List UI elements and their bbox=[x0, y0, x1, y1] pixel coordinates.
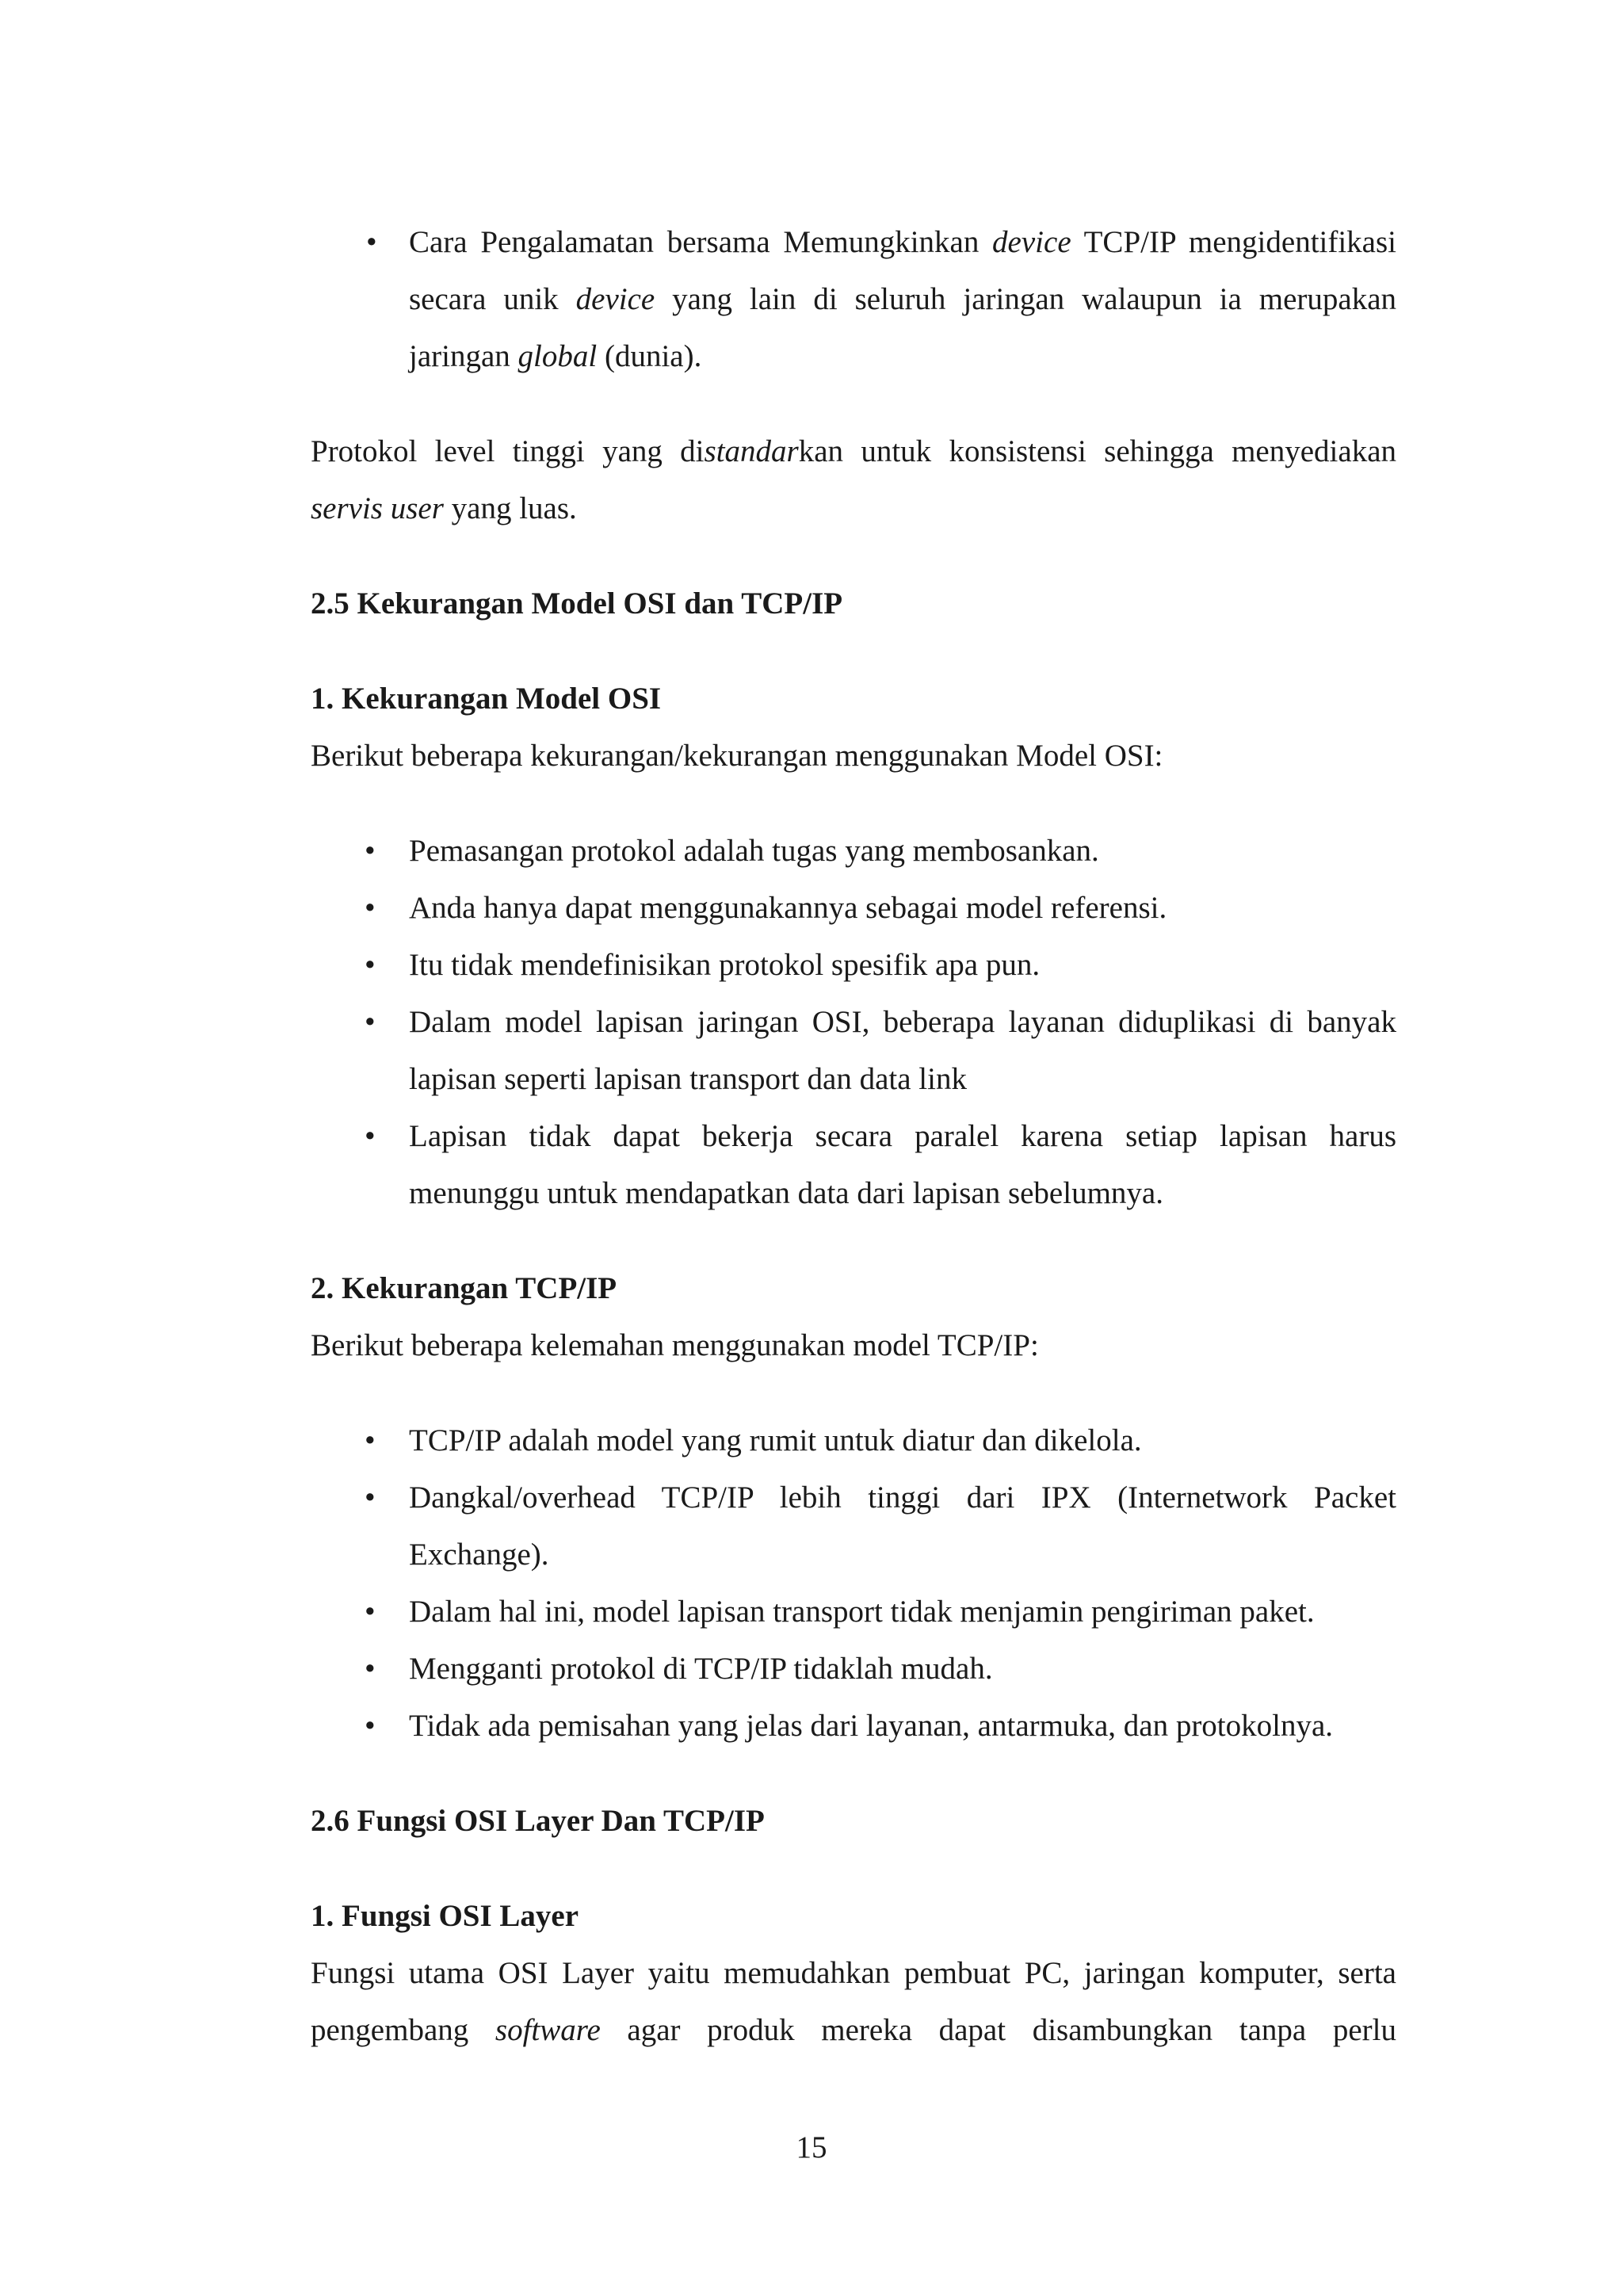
paragraph-fungsi-line-1: Fungsi utama OSI Layer yaitu memudahkan pembuat PC, jaringan komputer, serta bbox=[311, 1956, 1396, 1990]
list-item: • Pemasangan protokol adalah tugas yang membosankan. bbox=[311, 823, 1396, 880]
list-item: • Dangkal/overhead TCP/IP lebih tinggi dari IPX (Internetwork Packet Exchange). bbox=[311, 1469, 1396, 1584]
list-item: • Anda hanya dapat menggunakannya sebagai model referensi. bbox=[311, 880, 1396, 937]
paragraph-fungsi-line-2: pengembang software agar produk mereka dapat disambungkan tanpa perlu bbox=[311, 2013, 1396, 2047]
list-item: • Mengganti protokol di TCP/IP tidaklah mudah. bbox=[311, 1641, 1396, 1698]
list-item: • Tidak ada pemisahan yang jelas dari layanan, antarmuka, dan protokolnya. bbox=[311, 1698, 1396, 1755]
list-item: • Itu tidak mendefinisikan protokol spesifik apa pun. bbox=[311, 937, 1396, 994]
bullet-icon: • bbox=[365, 948, 376, 982]
bullet-icon: • bbox=[365, 834, 376, 868]
list-item: • Dalam model lapisan jaringan OSI, beberapa layanan diduplikasi di banyak lapisan seperti lapisan transport dan data link bbox=[311, 994, 1396, 1108]
subheading-kekurangan-tcpip: 2. Kekurangan TCP/IP bbox=[311, 1271, 617, 1305]
bullet-icon: • bbox=[365, 1709, 376, 1743]
tcpip-kekurangan-list bbox=[311, 1412, 1396, 1755]
list-item: • Lapisan tidak dapat bekerja secara paralel karena setiap lapisan harus menunggu untuk mendapatkan data dari lapisan sebelumnya. bbox=[311, 1108, 1396, 1222]
list-item: • TCP/IP adalah model yang rumit untuk diatur dan dikelola. bbox=[311, 1412, 1396, 1469]
paragraph-protokol: Protokol level tinggi yang distandarkan untuk konsistensi sehingga menyediakan servis user yang luas. bbox=[311, 434, 1396, 525]
list-item: • Cara Pengalamatan bersama Memungkinkan device TCP/IP mengidentifikasi secara unik device yang lain di seluruh jaringan walaupun ia merupakan jaringan global (dunia). bbox=[311, 214, 1396, 385]
bullet-icon: • bbox=[365, 1119, 376, 1153]
paragraph-tcpip-intro: Berikut beberapa kelemahan menggunakan model TCP/IP: bbox=[311, 1328, 1039, 1362]
section-heading-2-6: 2.6 Fungsi OSI Layer Dan TCP/IP bbox=[311, 1804, 765, 1838]
bullet-icon: • bbox=[365, 1005, 376, 1039]
bullet-icon: • bbox=[365, 1480, 376, 1515]
paragraph-osi-intro: Berikut beberapa kekurangan/kekurangan menggunakan Model OSI: bbox=[311, 739, 1163, 773]
subheading-fungsi-osi: 1. Fungsi OSI Layer bbox=[311, 1899, 579, 1933]
osi-kekurangan-list bbox=[311, 823, 1396, 1222]
section-heading-2-5: 2.5 Kekurangan Model OSI dan TCP/IP bbox=[311, 586, 843, 621]
bullet-icon: • bbox=[365, 1423, 376, 1457]
bullet-icon: • bbox=[366, 225, 377, 259]
bullet-icon: • bbox=[365, 891, 376, 925]
page-number: 15 bbox=[796, 2130, 827, 2164]
list-item: • Dalam hal ini, model lapisan transport tidak menjamin pengiriman paket. bbox=[311, 1584, 1396, 1641]
subheading-kekurangan-osi: 1. Kekurangan Model OSI bbox=[311, 682, 662, 716]
document-page bbox=[311, 214, 1396, 2059]
intro-bullet-list bbox=[311, 214, 1396, 385]
bullet-icon: • bbox=[365, 1595, 376, 1629]
bullet-icon: • bbox=[365, 1652, 376, 1686]
